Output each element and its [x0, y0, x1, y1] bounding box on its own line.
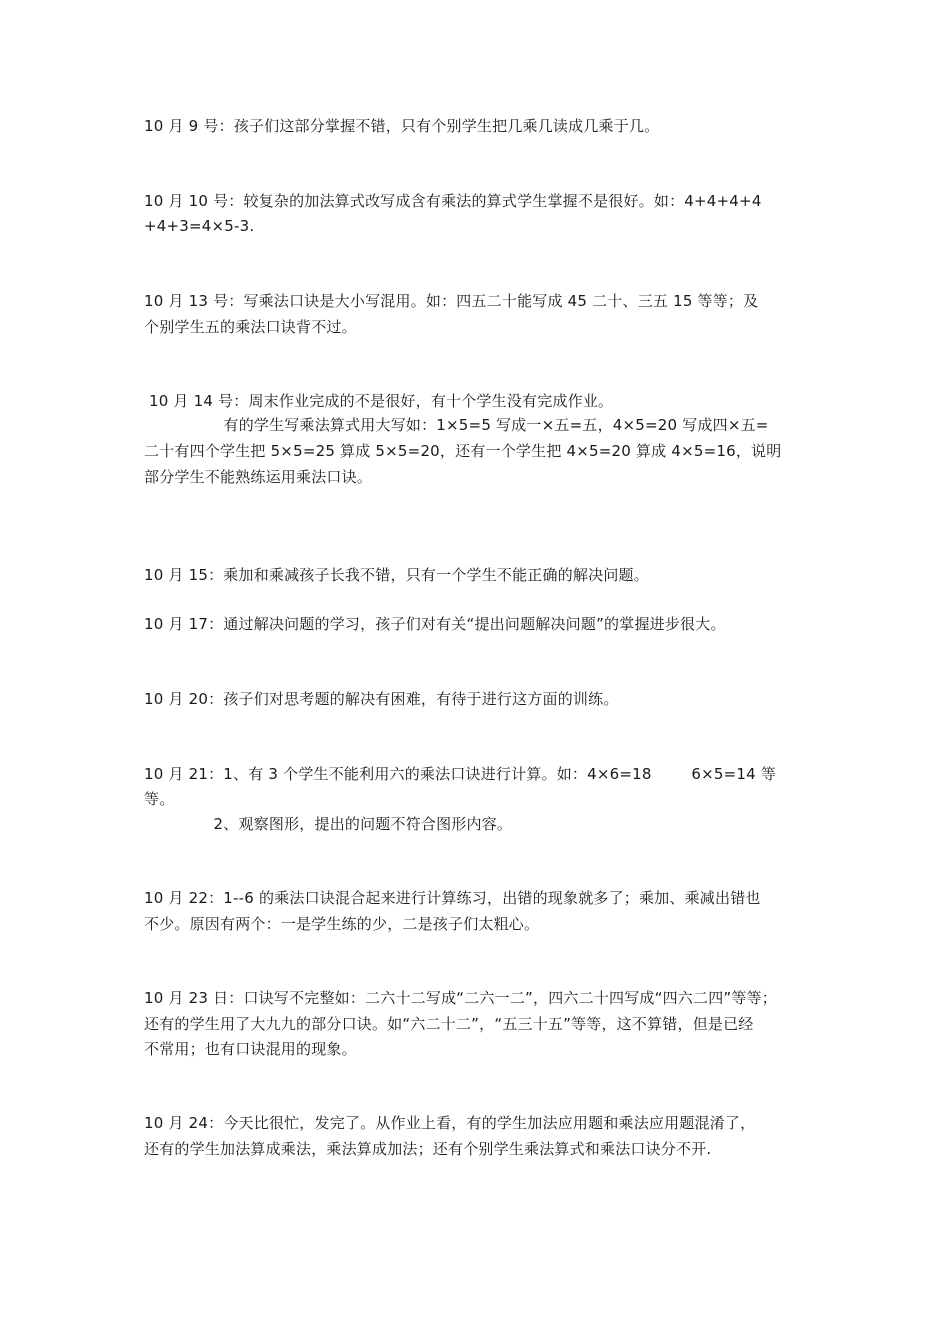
entry-4-line-4: 部分学生不能熟练运用乘法口诀。: [144, 468, 373, 486]
entry-11-line-2: 还有的学生加法算成乘法，乘法算成加法；还有个别学生乘法算式和乘法口诀分不开.: [144, 1140, 712, 1158]
entry-9-line-1: 10 月 22：1--6 的乘法口诀混合起来进行计算练习，出错的现象就多了；乘加、乘减出错也: [144, 889, 761, 907]
entry-2-line-1: 10 月 10 号：较复杂的加法算式改写成含有乘法的算式学生掌握不是很好。如：4+4+4+4: [144, 192, 762, 210]
entry-8-line-1: 10 月 21：1、有 3 个学生不能利用六的乘法口诀进行计算。如：4×6=18 6×5=14 等: [144, 765, 777, 783]
entry-8-line-3: 2、观察图形，提出的问题不符合图形内容。: [144, 815, 513, 833]
entry-9-line-2: 不少。原因有两个：一是学生练的少，二是孩子们太粗心。: [144, 915, 540, 933]
entry-1-line-1: 10 月 9 号：孩子们这部分掌握不错，只有个别学生把几乘几读成几乘于几。: [144, 117, 660, 135]
entry-8-line-2: 等。: [144, 790, 175, 808]
entry-4-line-3: 二十有四个学生把 5×5=25 算成 5×5=20，还有一个学生把 4×5=20 算成 4×5=16，说明: [144, 442, 782, 460]
entry-11-line-1: 10 月 24：今天比很忙，发完了。从作业上看，有的学生加法应用题和乘法应用题混淆了，: [144, 1114, 756, 1132]
entry-5-line-1: 10 月 15：乘加和乘减孩子长我不错，只有一个学生不能正确的解决问题。: [144, 566, 649, 584]
entry-10-line-2: 还有的学生用了大九九的部分口诀。如“六二十二”，“五三十五”等等，这不算错，但是已经: [144, 1015, 754, 1033]
entry-6-line-1: 10 月 17：通过解决问题的学习，孩子们对有关“提出问题解决问题”的掌握进步很大。: [144, 615, 726, 633]
entry-10-line-1: 10 月 23 日：口诀写不完整如：二六十二写成“二六一二”，四六二十四写成“四六二四”等等；: [144, 989, 777, 1007]
entry-10-line-3: 不常用；也有口诀混用的现象。: [144, 1040, 357, 1058]
entry-4-line-2: 有的学生写乘法算式用大写如：1×5=5 写成一×五=五，4×5=20 写成四×五=: [144, 416, 769, 434]
entry-2-line-2: +4+3=4×5-3.: [144, 217, 255, 235]
entry-4-line-1: 10 月 14 号：周末作业完成的不是很好，有十个学生没有完成作业。: [144, 392, 614, 410]
entry-3-line-2: 个别学生五的乘法口诀背不过。: [144, 318, 357, 336]
entry-7-line-1: 10 月 20：孩子们对思考题的解决有困难，有待于进行这方面的训练。: [144, 690, 619, 708]
entry-3-line-1: 10 月 13 号：写乘法口诀是大小写混用。如：四五二十能写成 45 二十、三五 15 等等；及: [144, 292, 759, 310]
